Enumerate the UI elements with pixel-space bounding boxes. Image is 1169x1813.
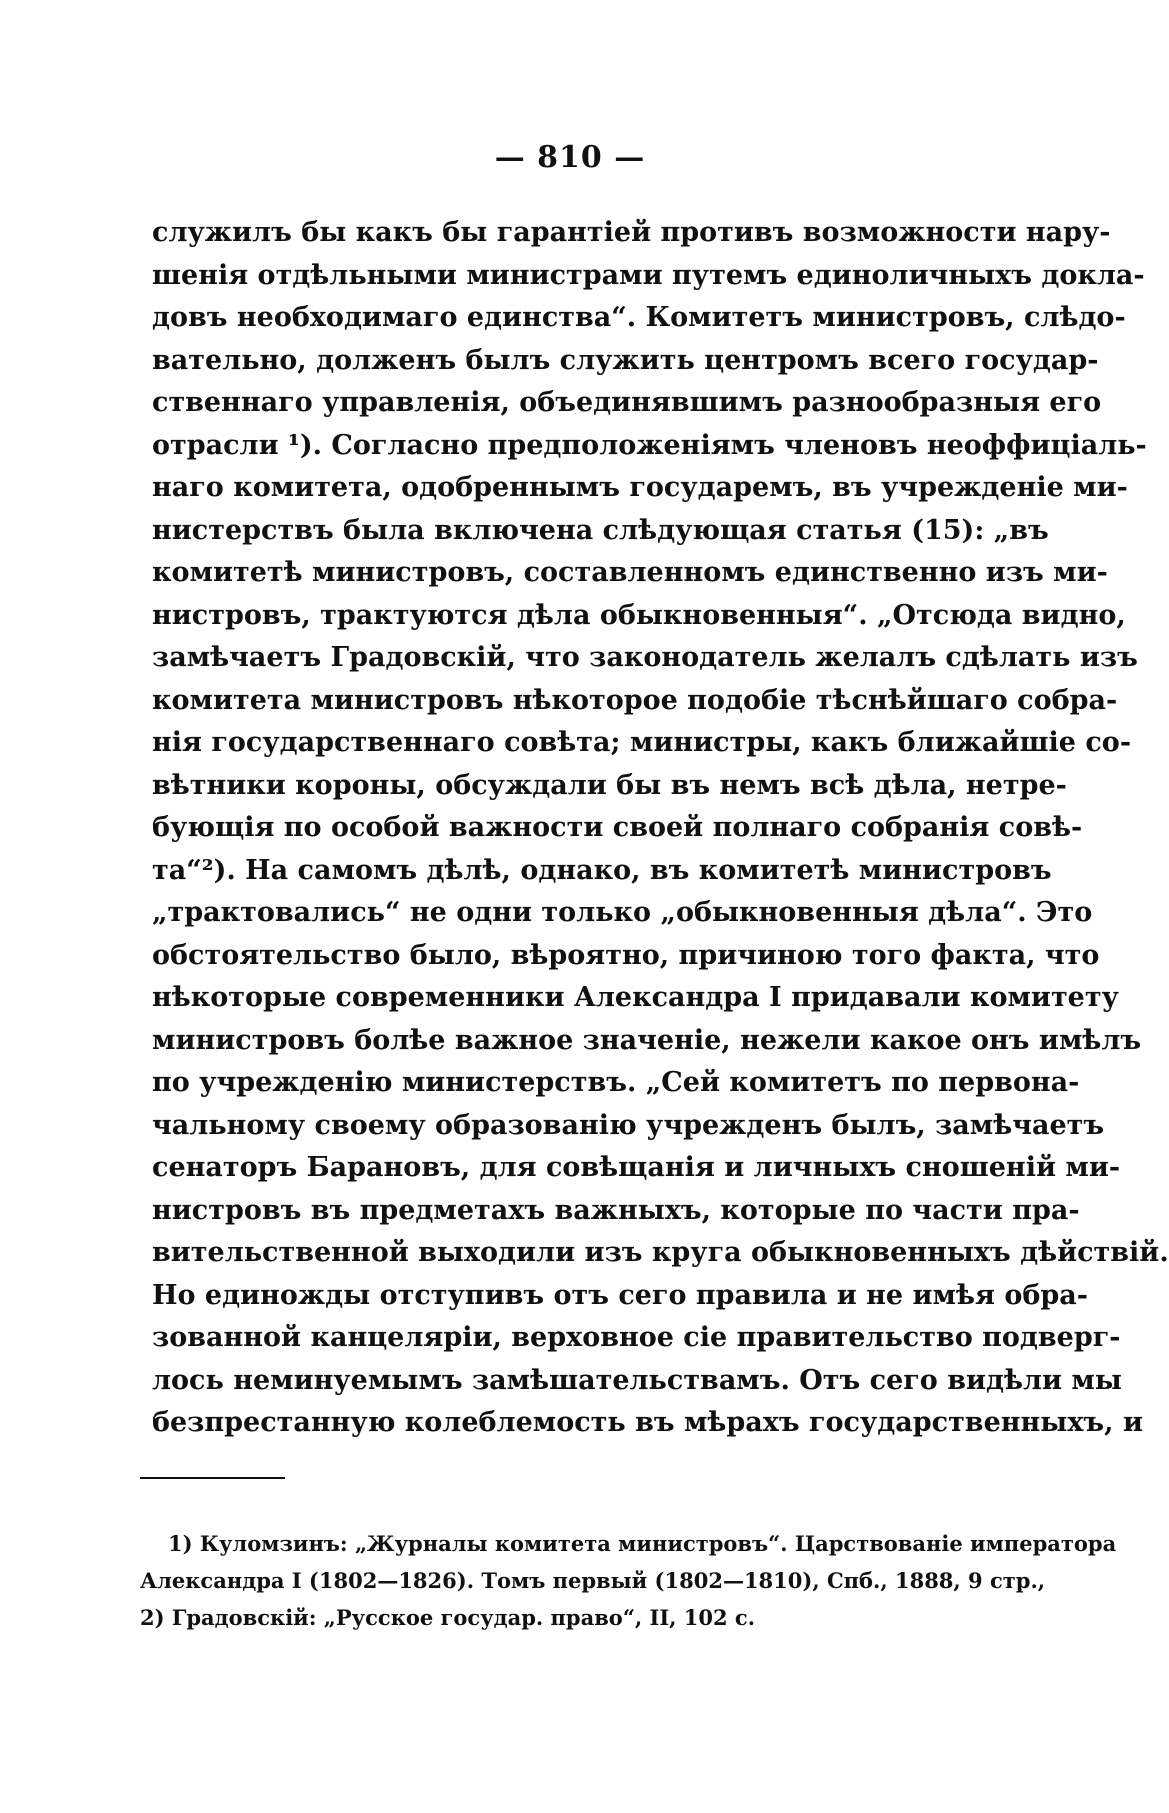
text-line: нія государственнаго совѣта; министры, какъ ближайшіе со- bbox=[152, 727, 1132, 758]
text-line: сенаторъ Барановъ, для совѣщанія и личныхъ сношеній ми- bbox=[152, 1152, 1121, 1183]
text-line: обстоятельство было, вѣроятно, причиною того факта, что bbox=[152, 939, 1100, 971]
text-line: вительственной выходили изъ круга обыкновенныхъ дѣйствій. bbox=[152, 1237, 1169, 1268]
footnote-rule bbox=[140, 1477, 285, 1479]
text-line: бующія по особой важности своей полнаго собранія совѣ- bbox=[152, 812, 1083, 843]
footnote-line: 1) Куломзинъ: „Журналы комитета министровъ“. Царствованіе императора bbox=[168, 1531, 1117, 1556]
text-line: наго комитета, одобреннымъ государемъ, въ учрежденіе ми- bbox=[152, 472, 1128, 503]
text-line: вѣтники короны, обсуждали бы въ немъ всѣ дѣла, нетре- bbox=[152, 769, 1067, 801]
text-line: комитетѣ министровъ, составленномъ единственно изъ ми- bbox=[152, 557, 1108, 588]
text-line: комитета министровъ нѣкоторое подобіе тѣснѣйшаго собра- bbox=[152, 684, 1118, 716]
text-line: нистерствъ была включена слѣдующая статья (15): „въ bbox=[152, 514, 1049, 546]
text-line: зованной канцеляріи, верховное сіе правительство подверг- bbox=[152, 1322, 1121, 1353]
text-line: чальному своему образованію учрежденъ былъ, замѣчаетъ bbox=[152, 1109, 1105, 1141]
page-number: — 810 — bbox=[494, 140, 646, 175]
text-line: нистровъ, трактуются дѣла обыкновенныя“. „Отсюда видно, bbox=[152, 599, 1126, 631]
text-line: довъ необходимаго единства“. Комитетъ министровъ, слѣдо- bbox=[152, 302, 1126, 333]
text-line: служилъ бы какъ бы гарантіей противъ возможности нару- bbox=[152, 217, 1111, 248]
text-line: министровъ болѣе важное значеніе, нежели какое онъ имѣлъ bbox=[152, 1024, 1142, 1056]
text-line: „трактовались“ не одни только „обыкновенныя дѣла“. Это bbox=[152, 897, 1093, 928]
text-line: безпрестанную колеблемость въ мѣрахъ государственныхъ, и bbox=[152, 1407, 1143, 1438]
text-line: та“²). На самомъ дѣлѣ, однако, въ комитетѣ министровъ bbox=[152, 854, 1052, 886]
text-line: вательно, долженъ былъ служить центромъ всего государ- bbox=[152, 344, 1099, 376]
text-line: по учрежденію министерствъ. „Сей комитетъ по первона- bbox=[152, 1067, 1080, 1098]
footnote-line: Александра I (1802—1826). Томъ первый (1802—1810), Спб., 1888, 9 стр., bbox=[140, 1568, 1046, 1593]
footnote-line: 2) Градовскій: „Русское государ. право“, II, 102 с. bbox=[140, 1605, 756, 1630]
text-line: отрасли ¹). Согласно предположеніямъ членовъ неоффиціаль- bbox=[152, 429, 1147, 461]
text-line: ственнаго управленія, объединявшимъ разнообразныя его bbox=[152, 387, 1102, 418]
text-line: Но единожды отступивъ отъ сего правила и не имѣя обра- bbox=[152, 1279, 1088, 1311]
text-line: нистровъ въ предметахъ важныхъ, которые по части пра- bbox=[152, 1194, 1080, 1226]
text-line: лось неминуемымъ замѣшательствамъ. Отъ сего видѣли мы bbox=[152, 1364, 1122, 1396]
footnotes bbox=[140, 1525, 1117, 1636]
body-text bbox=[152, 212, 1169, 1445]
text-line: замѣчаетъ Градовскій, что законодатель желалъ сдѣлать изъ bbox=[152, 642, 1138, 673]
text-line: шенія отдѣльными министрами путемъ единоличныхъ докла- bbox=[152, 259, 1145, 291]
text-line: нѣкоторые современники Александра I придавали комитету bbox=[152, 982, 1119, 1013]
